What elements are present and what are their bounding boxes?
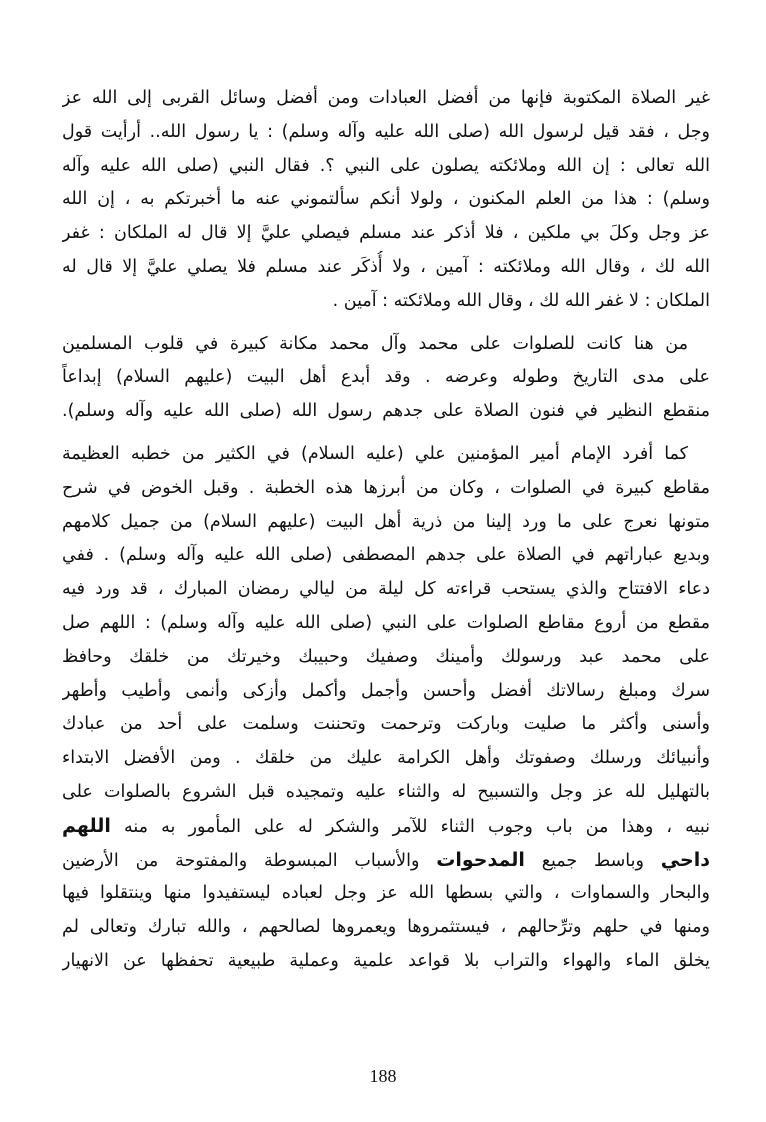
text-line: بالتهليل لله عز وجل والتسبيح له والثناء عليه وتمجيده قبل الشروع بالصلوات على (62, 781, 710, 802)
text-line: وأسنى وأكثر ما صليت وباركت وترحمت وتحننت وسلمت على أحد من عبادك (62, 714, 710, 735)
paragraph-1 (62, 82, 710, 319)
text-line: غير الصلاة المكتوبة فإنها من أفضل العبادات ومن أفضل وسائل القربى إلى الله عز (62, 88, 710, 108)
text-line: وسلم) : هذا من العلم المكنون ، ولولا أنكم سألتموني عنه ما أخبرتكم به ، إن الله (62, 189, 710, 210)
text-line: دعاء الافتتاح والذي يستحب قراءته كل ليلة من ليالي رمضان المبارك ، قد ورد فيه (62, 579, 710, 600)
text-line: وجل ، فقد قيل لرسول الله (صلى الله عليه وآله وسلم) : يا رسول الله.. أرأيت قول (62, 121, 710, 142)
text-line: على مدى التاريخ وطوله وعرضه . وقد أبدع أهل البيت (عليهم السلام) إبداعاً (62, 367, 710, 388)
text-line: وبديع عباراتهم في الصلاة على جدهم المصطفى (صلى الله عليه وآله وسلم) . ففي (62, 545, 710, 566)
text-line: الملكان : لا غفر الله لك ، وقال الله وملائكته : آمين . (332, 290, 710, 311)
emphasized-word: داحي (660, 848, 710, 871)
page-body (62, 82, 710, 979)
text-line: على محمد عبد ورسولك وأمينك وصفيك وحبيبك وخيرتك من خلقك وحافظ (62, 646, 710, 667)
text-run: والأسباب المبسوطة والمفتوحة من الأرضين (62, 850, 420, 871)
text-line: من هنا كانت للصلوات على محمد وآل محمد مكانة كبيرة في قلوب المسلمين (62, 333, 688, 354)
emphasized-word: المدحوات (436, 848, 525, 871)
text-line: عز وجل وكلَ بي ملكين ، فلا أذكر عند مسلم فيصلي عليَّ إلا قال له الملكان : غفر (62, 223, 710, 244)
text-line: الله لك ، وقال الله وملائكته : آمين ، ولا أُذكَر عند مسلم فلا يصلي عليَّ إلا قال له (62, 256, 710, 277)
emphasized-word: اللهم (62, 814, 111, 837)
text-line: ومنها في حلهم وترِّحالهم ، فيستثمروها ويعمروها لصالحهم ، والله تبارك وتعالى لم (62, 917, 710, 938)
text-line: مقطع من أروع مقاطع الصلوات على النبي (صلى الله عليه وآله وسلم) : اللهم صل (62, 612, 710, 633)
text-line: منقطع النظير في فنون الصلاة على جدهم رسول الله (صلى الله عليه وآله وسلم). (62, 401, 710, 422)
text-run: نبيه ، وهذا من باب وجوب الثناء للآمر والشكر له على المأمور به منه (123, 816, 710, 837)
paragraph-3 (62, 438, 710, 979)
text-line: كما أفرد الإمام أمير المؤمنين علي (عليه السلام) في الكثير من خطبه العظيمة (62, 443, 688, 464)
text-line-with-emphasis (62, 810, 710, 844)
text-line: الله تعالى : إن الله وملائكته يصلون على النبي ؟. فقال النبي (صلى الله عليه وآله (62, 155, 710, 176)
paragraph-2 (62, 328, 710, 429)
text-run: وباسط جميع (541, 850, 644, 871)
text-line: مقاطع كبيرة في الصلوات ، وكان من أبرزها هذه الخطبة . وقبل الخوض في شرح (62, 477, 710, 498)
page-number: 188 (369, 1066, 397, 1086)
text-line: يخلق الماء والهواء والتراب بلا قواعد علمية وعملية طبيعية تحفظها عن الانهيار (62, 950, 710, 971)
text-line: سرك ومبلغ رسالاتك أفضل وأحسن وأجمل وأكمل وأزكى وأنمى وأطيب وأطهر (62, 680, 710, 701)
text-line: والبحار والسماوات ، والتي بسطها الله عز وجل لعباده ليستفيدوا منها وينتقلوا فيها (62, 883, 710, 904)
text-line: متونها نعرج على ما ورد إلينا من ذرية أهل البيت (عليهم السلام) من جميل كلامهم (62, 511, 710, 532)
text-line-with-emphasis (62, 844, 710, 878)
text-line: وأنبيائك ورسلك وصفوتك وأهل الكرامة عليك من خلقك . ومن الأفضل الابتداء (62, 748, 710, 769)
